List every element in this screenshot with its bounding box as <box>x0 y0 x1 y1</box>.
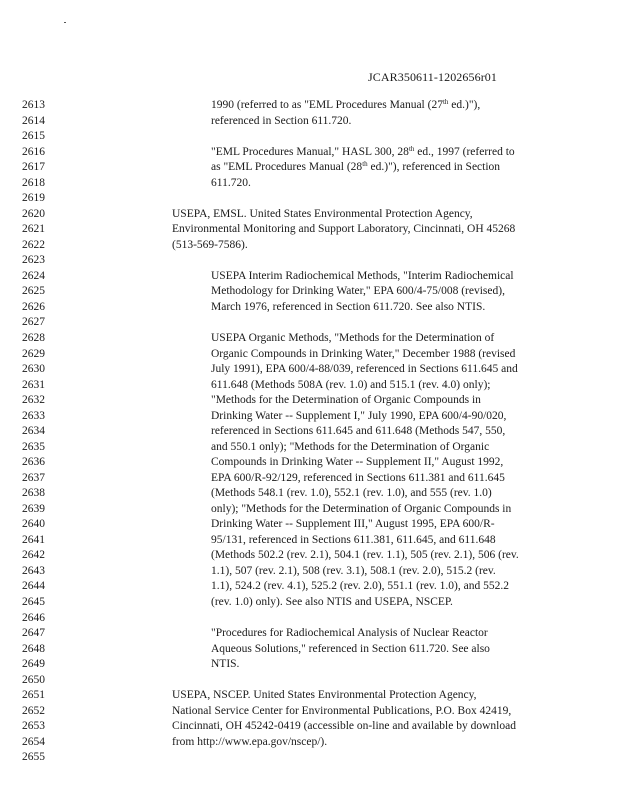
line-number: 2654 <box>22 735 45 748</box>
line-text: (Methods 548.1 (rev. 1.0), 552.1 (rev. 1.0), and 555 (rev. 1.0) <box>211 487 492 500</box>
line-number: 2621 <box>22 223 45 236</box>
document-line <box>0 161 618 174</box>
document-line <box>0 580 618 593</box>
line-text: Cincinnati, OH 45242-0419 (accessible on-line and available by download <box>172 720 516 733</box>
document-line <box>0 332 618 345</box>
line-number: 2653 <box>22 720 45 733</box>
document-line <box>0 130 618 143</box>
line-number: 2623 <box>22 254 45 267</box>
line-number: 2634 <box>22 425 45 438</box>
line-text: from http://www.epa.gov/nscep/). <box>172 735 328 748</box>
line-text: 1.1), 524.2 (rev. 4.1), 525.2 (rev. 2.0), 551.1 (rev. 1.0), and 552.2 <box>211 580 509 593</box>
line-text: "Methods for the Determination of Organic Compounds in <box>211 394 481 407</box>
line-number: 2655 <box>22 751 45 764</box>
line-number: 2624 <box>22 269 45 282</box>
line-number: 2637 <box>22 471 45 484</box>
line-text: Drinking Water -- Supplement III," August 1995, EPA 600/R- <box>211 518 495 531</box>
document-line <box>0 643 618 656</box>
document-line <box>0 441 618 454</box>
document-line <box>0 223 618 236</box>
line-number: 2640 <box>22 518 45 531</box>
line-text: referenced in Sections 611.645 and 611.648 (Methods 547, 550, <box>211 425 506 438</box>
line-text: Environmental Monitoring and Support Laboratory, Cincinnati, OH 45268 <box>172 223 516 236</box>
document-line <box>0 363 618 376</box>
document-line <box>0 316 618 329</box>
line-text: referenced in Section 611.720. <box>211 114 352 127</box>
line-number: 2633 <box>22 409 45 422</box>
line-number: 2647 <box>22 627 45 639</box>
line-text: National Service Center for Environmental Publications, P.O. Box 42419, <box>172 704 512 717</box>
document-line <box>0 115 618 128</box>
document-line <box>0 565 618 578</box>
document-line <box>0 674 618 687</box>
line-number: 2650 <box>22 673 45 686</box>
document-line <box>0 627 618 640</box>
line-number: 2648 <box>22 642 45 655</box>
line-number: 2628 <box>22 331 45 344</box>
line-text: "Procedures for Radiochemical Analysis of Nuclear Reactor <box>211 627 488 639</box>
document-line <box>0 177 618 190</box>
line-number: 2618 <box>22 176 45 189</box>
document-line <box>0 425 618 438</box>
line-text: USEPA, NSCEP. United States Environmental Protection Agency, <box>172 689 477 702</box>
line-text: 1990 (referred to as "EML Procedures Manual (27th ed.)"), <box>211 98 481 111</box>
line-text: (rev. 1.0) only). See also NTIS and USEPA, NSCEP. <box>211 596 453 608</box>
document-line <box>0 472 618 485</box>
line-number: 2642 <box>22 549 45 562</box>
document-line <box>0 410 618 423</box>
document-line <box>0 146 618 159</box>
line-number: 2646 <box>22 611 45 624</box>
document-line <box>0 348 618 361</box>
line-text: Drinking Water -- Supplement I," July 1990, EPA 600/4-90/020, <box>211 409 507 422</box>
document-line <box>0 534 618 547</box>
line-number: 2651 <box>22 689 45 702</box>
line-number: 2645 <box>22 596 45 608</box>
document-line <box>0 456 618 469</box>
document-line <box>0 658 618 671</box>
line-number: 2644 <box>22 580 45 593</box>
line-number: 2639 <box>22 502 45 515</box>
document-line <box>0 705 618 718</box>
line-number: 2635 <box>22 440 45 453</box>
document-line <box>0 239 618 252</box>
document-line <box>0 285 618 298</box>
line-text: USEPA Interim Radiochemical Methods, "Interim Radiochemical <box>211 269 514 282</box>
line-number: 2616 <box>22 145 45 158</box>
line-number: 2620 <box>22 207 45 220</box>
line-number: 2626 <box>22 300 45 313</box>
line-text: "EML Procedures Manual," HASL 300, 28th ed., 1997 (referred to <box>211 144 515 158</box>
line-text: NTIS. <box>211 658 240 671</box>
line-number: 2614 <box>22 114 45 127</box>
line-number: 2617 <box>22 161 45 174</box>
line-number: 2649 <box>22 658 45 671</box>
line-text: 611.648 (Methods 508A (rev. 1.0) and 515.1 (rev. 4.0) only); <box>211 378 491 391</box>
line-number: 2631 <box>22 378 45 391</box>
line-number: 2643 <box>22 564 45 577</box>
document-header-code: JCAR350611-1202656r01 <box>368 70 497 84</box>
line-text: 95/131, referenced in Sections 611.381, 611.645, and 611.648 <box>211 533 496 546</box>
document-line <box>0 596 618 609</box>
document-line <box>0 301 618 314</box>
document-line <box>0 751 618 764</box>
line-text: only); "Methods for the Determination of Organic Compounds in <box>211 502 512 515</box>
line-number: 2627 <box>22 316 45 329</box>
document-line <box>0 394 618 407</box>
line-text: (513-569-7586). <box>172 238 248 251</box>
line-text: and 550.1 only); "Methods for the Determination of Organic <box>211 440 490 453</box>
document-line <box>0 736 618 749</box>
line-number: 2630 <box>22 363 45 375</box>
document-line <box>0 254 618 267</box>
line-text: 1.1), 507 (rev. 2.1), 508 (rev. 3.1), 508.1 (rev. 2.0), 515.2 (rev. <box>211 564 496 577</box>
line-text: EPA 600/R-92/129, referenced in Sections 611.381 and 611.645 <box>211 471 505 484</box>
line-text: 611.720. <box>211 176 251 189</box>
document-line <box>0 487 618 500</box>
document-line <box>0 192 618 205</box>
document-line <box>0 612 618 625</box>
document-line <box>0 270 618 283</box>
line-text: USEPA, EMSL. United States Environmental Protection Agency, <box>172 207 473 220</box>
line-number: 2625 <box>22 285 45 298</box>
line-number: 2613 <box>22 99 45 111</box>
line-number: 2619 <box>22 192 45 205</box>
line-text: March 1976, referenced in Section 611.720. See also NTIS. <box>211 300 486 313</box>
line-text: Organic Compounds in Drinking Water," December 1988 (revised <box>211 347 516 360</box>
document-line <box>0 689 618 702</box>
document-line <box>0 518 618 531</box>
document-line <box>0 503 618 516</box>
document-line <box>0 379 618 392</box>
scan-speck <box>64 22 66 23</box>
line-number: 2638 <box>22 487 45 500</box>
document-line <box>0 99 618 112</box>
document-line <box>0 208 618 221</box>
line-number: 2641 <box>22 533 45 546</box>
line-text: Compounds in Drinking Water -- Supplement II," August 1992, <box>211 456 504 469</box>
line-number: 2622 <box>22 238 45 251</box>
line-number: 2615 <box>22 130 45 143</box>
line-text: as "EML Procedures Manual (28th ed.)"), referenced in Section <box>211 160 501 174</box>
line-text: USEPA Organic Methods, "Methods for the Determination of <box>211 331 495 344</box>
line-text: July 1991), EPA 600/4-88/039, referenced in Sections 611.645 and <box>211 363 518 375</box>
line-text: Methodology for Drinking Water," EPA 600/4-75/008 (revised), <box>211 285 505 298</box>
line-number: 2632 <box>22 394 45 407</box>
line-number: 2629 <box>22 347 45 360</box>
line-number: 2636 <box>22 456 45 469</box>
line-number: 2652 <box>22 704 45 717</box>
document-line <box>0 549 618 562</box>
line-text: (Methods 502.2 (rev. 2.1), 504.1 (rev. 1.1), 505 (rev. 2.1), 506 (rev. <box>211 549 519 562</box>
line-text: Aqueous Solutions," referenced in Section 611.720. See also <box>211 642 490 655</box>
document-line <box>0 720 618 733</box>
